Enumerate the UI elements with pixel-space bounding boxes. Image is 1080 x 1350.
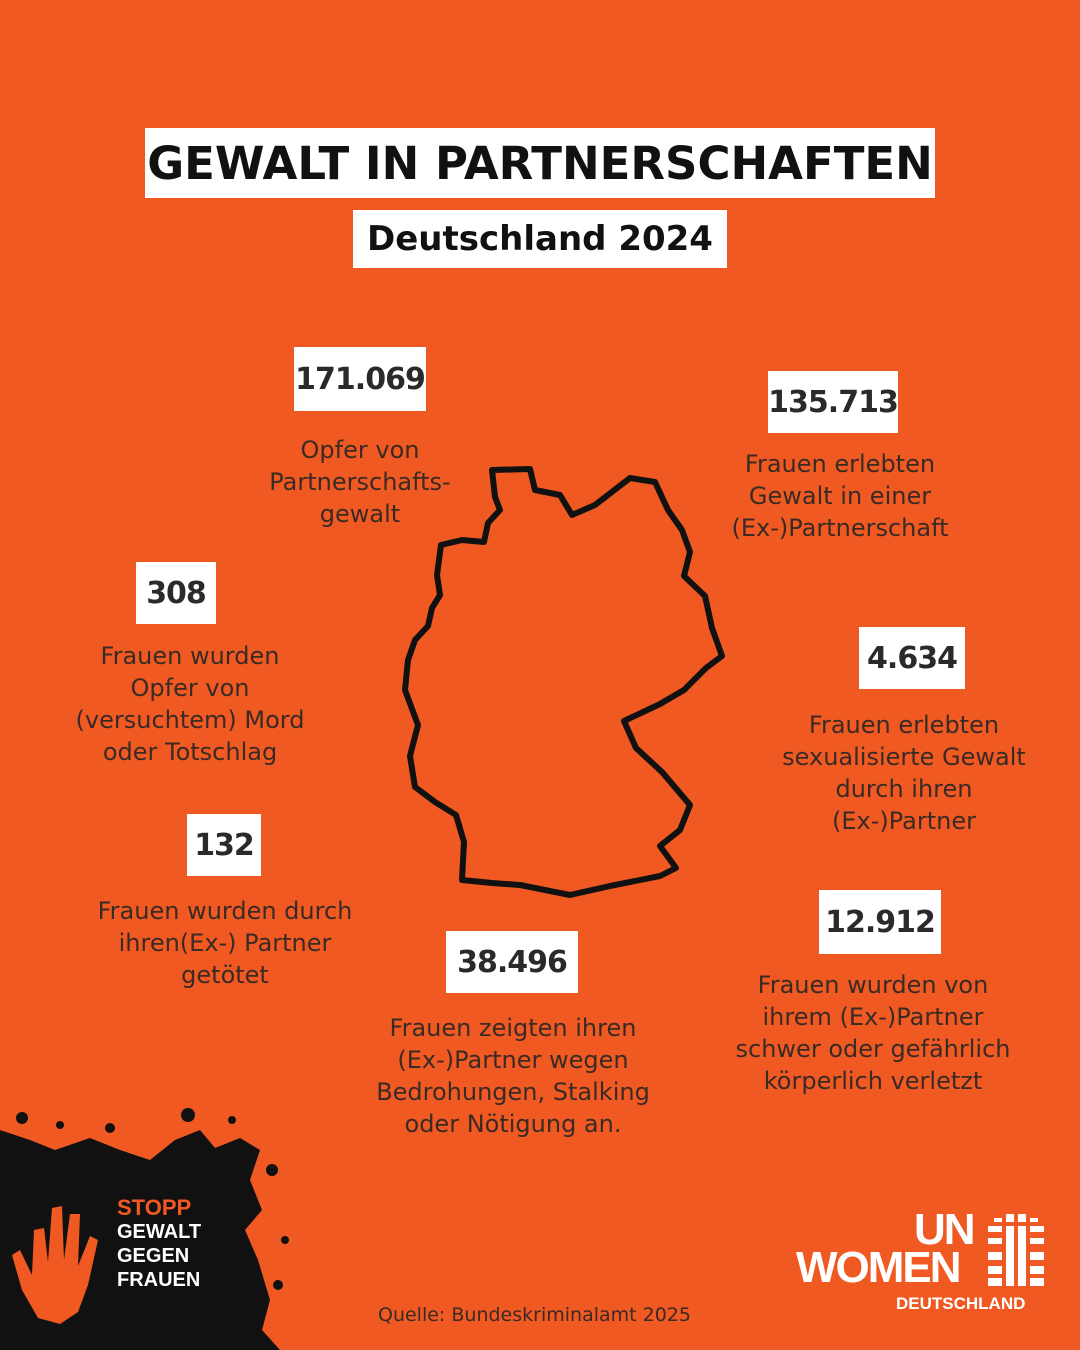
logo-country-text: DEUTSCHLAND [896,1294,1026,1313]
page-title: GEWALT IN PARTNERSCHAFTEN [145,128,935,198]
desc-line: Frauen zeigten ihren [389,1014,637,1042]
desc-line: ihren(Ex-) Partner [118,929,332,957]
campaign-logo [117,1196,201,1292]
desc-line: gewalt [319,500,401,528]
desc-line: Frauen erlebten [808,711,1000,739]
stat-desc-killed [60,895,390,991]
source-note: Quelle: Bundeskriminalamt 2025 [378,1304,691,1326]
campaign-line: STOPP [117,1195,192,1220]
stat-number-reported: 38.496 [446,931,578,993]
stat-number-victims: 171.069 [294,347,426,411]
logo-women-text: WOMEN [796,1243,960,1292]
logo-un-text: UN [914,1205,974,1254]
desc-line: (Ex-)Partner wegen [397,1046,629,1074]
stat-number-killed: 132 [187,814,261,876]
desc-line: ihrem (Ex-)Partner [762,1003,984,1031]
desc-line: Frauen wurden [100,642,280,670]
germany-map-outline [395,460,735,900]
desc-line: durch ihren [835,775,973,803]
campaign-line: GEWALT [117,1221,202,1243]
desc-line: (Ex-)Partner [832,807,976,835]
desc-line: (Ex-)Partnerschaft [731,514,949,542]
stat-number-murder: 308 [136,562,216,624]
desc-line: Partnerschafts- [269,468,451,496]
desc-line: Opfer von [130,674,250,702]
desc-line: Opfer von [300,436,420,464]
stat-number-women-violence: 135.713 [768,371,898,433]
un-women-logo [796,1205,1056,1318]
desc-line: Frauen erlebten [744,450,936,478]
stat-number-injured: 12.912 [819,890,941,954]
desc-line: körperlich verletzt [763,1067,983,1095]
stat-desc-murder [40,640,340,768]
stat-number-sexual-violence: 4.634 [859,627,965,689]
desc-line: (versuchtem) Mord [75,706,305,734]
desc-line: Gewalt in einer [748,482,932,510]
desc-line: schwer oder gefährlich [735,1035,1011,1063]
campaign-line: FRAUEN [117,1269,201,1291]
desc-line: getötet [181,961,269,989]
desc-line: oder Totschlag [102,738,278,766]
campaign-line: GEGEN [117,1245,190,1267]
desc-line: Frauen wurden von [757,971,989,999]
stat-desc-sexual-violence [754,709,1054,837]
stat-desc-women-violence [690,448,990,544]
desc-line: Frauen wurden durch [97,897,353,925]
stat-desc-reported [352,1012,674,1140]
desc-line: Bedrohungen, Stalking [376,1078,650,1106]
stat-desc-injured [710,969,1036,1097]
desc-line: oder Nötigung an. [404,1110,622,1138]
desc-line: sexualisierte Gewalt [782,743,1026,771]
page-subtitle: Deutschland 2024 [353,210,727,268]
un-women-logo-icon [988,1212,1050,1288]
